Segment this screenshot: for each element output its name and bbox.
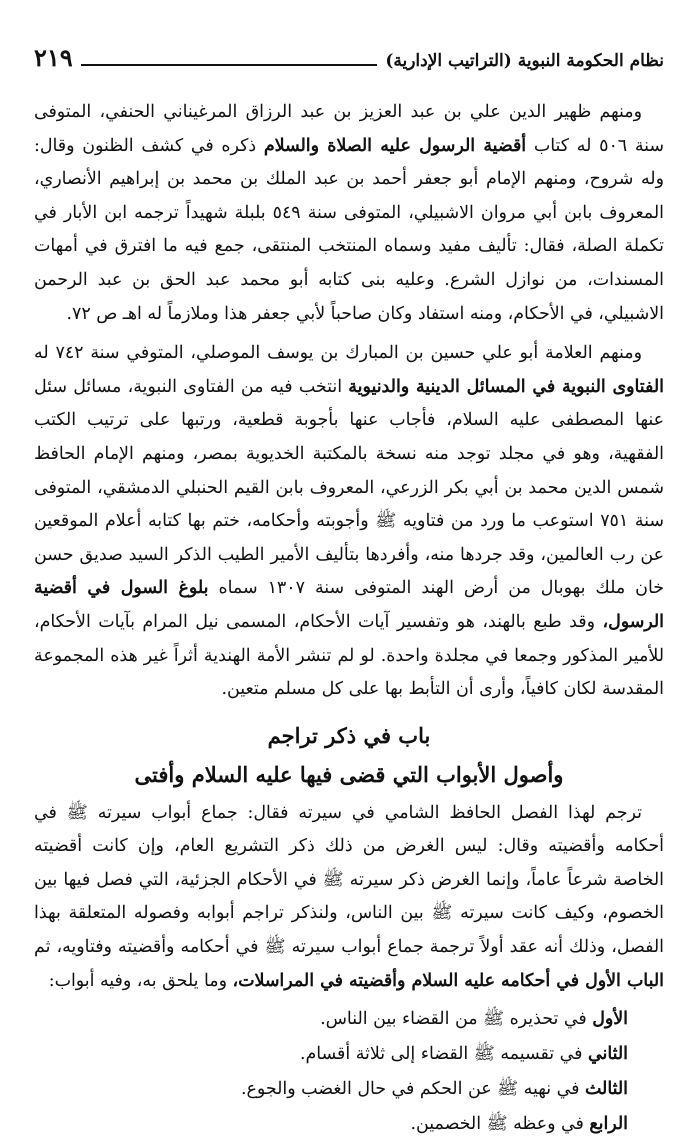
list-item-head: الرابع: [589, 1114, 628, 1135]
book-title-bulugh-al-sul: بلوغ السول في أقضية الرسول،: [34, 578, 664, 632]
list-item-text: في تقسيمه ﷺ القضاء إلى ثلاثة أقسام.: [299, 1044, 588, 1065]
list-item-text: في نهيه ﷺ عن الحكم في حال الغضب والجوع.: [240, 1079, 585, 1100]
section-heading-line-1: باب في ذكر تراجم: [267, 722, 431, 748]
list-item: [34, 1002, 664, 1037]
chapter-title-first-chapter: الباب الأول في أحكامه عليه السلام وأقضيته في المراسلات،: [232, 970, 664, 991]
paragraph-2-text-2: انتخب فيه من الفتاوى النبوية، مسائل سئل عنها المصطفى عليه السلام، فأجاب عنها بأجوبة قطعية، ورتبها على ترتيب الكتب الفقهية، وهو في مجلد توجد منه نسخة بالمكتبة الخديوية بمصر، ومنهم الإمام الحافظ شمس الدين محمد بن أبي بكر الزرعي، المعروف بابن القيم الحنبلي الدمشقي، المتوفى سنة ٧٥١ استوعب ما ورد من فتاويه ﷺ وأجوبته وأحكامه، ختم بها كتابه أعلام الموقعين عن رب العالمين، وقد جردها منه، وأفردها بتأليف الأمير الطيب الذكر السيد صديق حسن خان ملك بهوبال من أرض الهند المتوفى سنة ١٣٠٧ سماه: [34, 376, 664, 599]
list-item-head: الثالث: [584, 1079, 628, 1100]
list-item: [34, 1037, 664, 1072]
section-heading-line-2: وأصول الأبواب التي قضى فيها عليه السلام وأفتى: [134, 761, 564, 787]
header-rule: [81, 64, 378, 66]
paragraph-3-text-1: ترجم لهذا الفصل الحافظ الشامي في سيرته فقال: جماع أبواب سيرته ﷺ في أحكامه وأقضيته وقال: ليس الغرض من ذلك ذكر التشريع العام، وإن كانت أقضيته الخاصة شرعاً عاماً، وإنما الغرض ذكر سيرته ﷺ في الأحكام الجزئية، التي فصل فيها بين الخصوم، وكيف كانت سيرته ﷺ بين الناس، ولنذكر تراجم أبوابه وفصوله المتعلقة بهذا الفصل، وذلك أنه عقد أولاً ترجمة جماع أبواب سيرته ﷺ في أحكامه وأقضيته وفتاويه، ثم: [34, 802, 664, 958]
list-item-head: الثاني: [587, 1044, 628, 1065]
book-title-al-fatawa-al-nabawiyya: الفتاوى النبوية في المسائل الدينية والدنيوية: [348, 376, 664, 397]
running-title: نظام الحكومة النبوية (التراتيب الإدارية): [385, 51, 664, 71]
list-item-text: في وعظه ﷺ الخصمين.: [410, 1114, 590, 1135]
paragraph-3-text-2: وما يلحق به، وفيه أبواب:: [48, 970, 233, 991]
paragraph-1: [34, 96, 664, 331]
paragraph-2: [34, 337, 664, 707]
list-item-head: الأول: [592, 1009, 628, 1030]
chapter-list: [34, 1002, 664, 1142]
page-number: ٢١٩: [34, 43, 73, 72]
paragraph-1-text-1: ومنهم ظهير الدين علي بن عبد العزيز بن عبد الرزاق المرغيناني الحنفي، المتوفى سنة ٥٠٦ له كتاب: [34, 102, 665, 156]
list-item-text: في تحذيره ﷺ من القضاء بين الناس.: [320, 1009, 593, 1030]
paragraph-3: [34, 797, 664, 999]
list-item: [34, 1107, 664, 1142]
running-header: [34, 36, 664, 70]
paragraph-2-text-1: ومنهم العلامة أبو علي حسين بن المبارك بن يوسف الموصلي، المتوفي سنة ٧٤٢ له: [34, 343, 642, 364]
book-title-aqdiyat-al-rasul: أقضية الرسول عليه الصلاة والسلام: [263, 135, 527, 156]
list-item: [34, 1072, 664, 1107]
paragraph-2-text-3: وقد طبع بالهند، هو وتفسير آيات الأحكام، المسمى نيل المرام بآيات الأحكام، للأمير المذكور وجمعا في مجلدة واحدة. لو لم تنشر الأمة الهندية أثراً غير هذه المجموعة المقدسة لكان كافياً، وأرى أن التأبط بها على كل مسلم متعين.: [34, 611, 664, 700]
paragraph-1-text-2: ذكره في كشف الظنون وقال: وله شروح، ومنهم الإمام أبو جعفر أحمد بن عبد الملك بن محمد بن إبراهيم الأنصاري، المعروف بابن أبي مروان الاشبيلي، المتوفى سنة ٥٤٩ بلبلة شهيداً ترجمه ابن الأبار في تكملة الصلة، فقال: تأليف مفيد وسماه المنتخب المنتقى، جمع فيه ما افترق في أمهات المسندات، من نوازل الشرع. وعليه بنى كتابه أبو محمد عبد الحق بن عبد الرحمن الاشبيلي، في الأحكام، ومنه استفاد وكان صاحباً لأبي جعفر هذا وملازماً له اهـ ص ٧٢.: [34, 135, 664, 324]
